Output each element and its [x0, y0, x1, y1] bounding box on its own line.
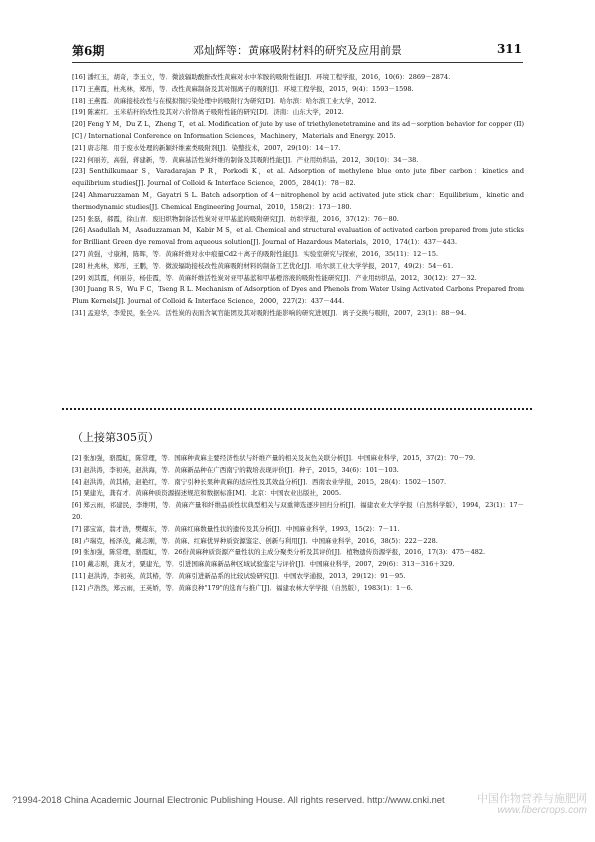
reference-item: [6] 郑云雨，祁建民，李维明，等．黄麻产量和纤维品质性状典型相关与双重筛选逐步回归分析[J]．福建农业大学学报（自然科学版），1994，23(1)：17－20.	[72, 501, 524, 521]
reference-item: [24] Ahmaruzzaman M，Gayatri S L. Batch adsorption of 4－nitrophenol by acid activated jute stick char：Equilibrium，kinetic and thermodynamic studies[J]. Chemical Engineering Journal，2010，158(2)：173－180.	[72, 190, 524, 211]
reference-item: [25] 张磊，郝霞，徐山青．废旧织物制备活性炭对亚甲基蓝的吸附研究[J]．纺织学报，2016，37(12)：76－80.	[72, 214, 399, 223]
reference-item: [11] 赵洪涛，李初英，黄其椿，等．黄麻引进新品系的比较试验研究[J]．中国农学通报，2013，29(12)：91－95.	[72, 571, 406, 580]
reference-item: [8] 卢瑞克，杨泽茂，戴志刚，等．黄麻、红麻优异种质资源鉴定、创新与利用[J]．中国麻业科学，2016，38(5)：222－228.	[72, 536, 438, 545]
reference-item: [10] 戴志刚，龚友才，粟建光，等．引进国麻黄麻新品种区域试验鉴定与评价[J]．中国麻业科学，2007，29(6)：313－316＋329.	[72, 560, 455, 569]
reference-item: [12] 卢浩然，郑云雨，王英娇，等．黄麻良种"179"的选育与推广[J]．福建农林大学学报（自然版），1983(1)：1－6.	[72, 583, 413, 592]
reference-item: [30] Juang R S，Wu F C，Tseng R L. Mechanism of Adsorption of Dyes and Phenols from Water Using Activated Carbons Prepared from Plum Kernels[J]. Journal of Colloid & Interface Science，2000，227(2)：437－444.	[72, 285, 524, 306]
reference-item: [2] 张加强，骆霞虹，陈常理，等．国麻种黄麻主要经济性状与纤维产量的相关及灰色关联分析[J]．中国麻业科学，2015，37(2)：70－79.	[72, 454, 476, 462]
reference-list-top	[72, 72, 524, 320]
reference-item: [28] 杜兆林，郑彤，王鹏，等．微波辐助接枝改性黄麻吸附材料的制备工艺优化[J]．哈尔滨工业大学学报，2017，49(2)：54－61.	[72, 261, 454, 270]
reference-item: [29] 刘其霞，何丽芬，杨佳霞，等．黄麻纤维活性炭对亚甲基蓝和甲基橙溶液的吸附性能研究[J]．产业用纺织品，2012，30(12)：27－32.	[72, 273, 477, 282]
reference-item: [5] 粟建光，龚有才．黄麻种质资源描述规范和数据标准[M]．北京：中国农业出版社，2005.	[72, 489, 342, 498]
page-number: 311	[496, 42, 522, 56]
section-divider	[62, 408, 532, 413]
reference-item: [16] 潘红玉，胡奇，李玉立，等．微波辐助酸酐改性黄麻对水中苯胺的吸附性能[J]．环境工程学报，2016，10(6)：2869－2874.	[72, 73, 451, 81]
issue-number: 第6期	[72, 44, 105, 58]
reference-item: [4] 赵洪涛，黄其椿，赵艳红，等．南宁引种长果种黄麻的适应性及其效益分析[J]．西南农业学报，2015，28(4)：1502－1507.	[72, 477, 447, 486]
reference-item: [21] 唐志翔．用于废水处理的新颖纤维素类吸附剂[J]．染整技术，2007，29(10)：14－17.	[72, 143, 341, 152]
reference-item: [9] 张加强，陈常理，骆霞虹，等．26份黄麻种质资源产量性状的主成分聚类分析及其评价[J]．植物遗传资源学报，2016，17(3)：475－482.	[72, 548, 486, 557]
reference-item: [18] 王燕霞．黄麻接枝改性与在模拟铜污染处理中的吸附行为研究[D]．哈尔滨：哈尔滨工业大学，2012.	[72, 96, 377, 105]
footer-text: ?1994-2018 China Academic Journal Electronic Publishing House. All rights reserved. http://www.cnki.net	[12, 795, 445, 805]
reference-item: [27] 黄强，寸康湘，陈晖，等．黄麻纤维对水中痕量Cd2＋离子的吸附性能[J]．实验室研究与探索，2016，35(11)：12－15.	[72, 249, 439, 258]
watermark	[477, 794, 587, 816]
reference-list-bottom	[72, 453, 524, 595]
reference-item: [17] 王燕霞，杜兆林，郑彤，等．改性黄麻制备及其对铜离子的吸附[J]．环境工程学报，2015，9(4)：1593－1598.	[72, 84, 414, 93]
header-rule	[72, 62, 523, 63]
continuation-note: （上接第305页）	[72, 431, 159, 444]
watermark-url: www.fibercrops.com	[497, 805, 587, 816]
reference-item: [20] Feng Y M，Du Z L，Zheng T，et al. Modification of jute by use of triethylenetetramine and its ad－sorption behavior for copper (II)[C] / International Conference on Information Sciences，Machinery，Materials and Energy. 2015.	[72, 120, 524, 140]
reference-item: [3] 赵洪涛，李初英，赵洪海，等．黄麻新品种在广西南宁的栽培表现评价[J]．种子，2015，34(6)：101－103.	[72, 465, 399, 474]
running-title: 邓灿辉等：黄麻吸附材料的研究及应用前景	[193, 44, 402, 57]
watermark-title: 中国作物营养与施肥网	[477, 793, 587, 805]
reference-item: [19] 陈素红．玉米秸秆的改性及其对六价铬离子吸附性能的研究[D]．济南：山东大学，2012.	[72, 108, 344, 117]
reference-item: [31] 孟迎华，李爱民，张全兴．活性炭的表面含氧官能团及其对吸附性能影响的研究进展[J]．离子交换与吸附，2007，23(1)：88－94.	[72, 308, 467, 317]
reference-item: [7] 邵宝富，翁才浩，樊耀东，等．黄麻红麻数量性状的遗传及其分析[J]．中国麻业科学，1993，15(2)：7－11.	[72, 524, 400, 533]
reference-item: [22] 何丽芳，高强，蒋建新，等．黄麻基活性炭纤维的制备及其吸附性能[J]．产业用纺织品，2012，30(10)：34－38.	[72, 155, 419, 164]
reference-item: [26] Asadullah M，Asaduzzaman M，Kabir M S，et al. Chemical and structural evaluation of activated carbon prepared from jute sticks for Brilliant Green dye removal from aqueous solution[J]. Journal of Hazardous Materials，2010，174(1)：437－443.	[72, 226, 524, 247]
reference-item: [23] Senthilkumaar S，Varadarajan P R，Porkodi K，et al. Adsorption of methylene blue onto jute fiber carbon：kinetics and equilibrium studies[J]. Journal of Colloid & Interface Science，2005，284(1)：78－82.	[72, 167, 524, 188]
